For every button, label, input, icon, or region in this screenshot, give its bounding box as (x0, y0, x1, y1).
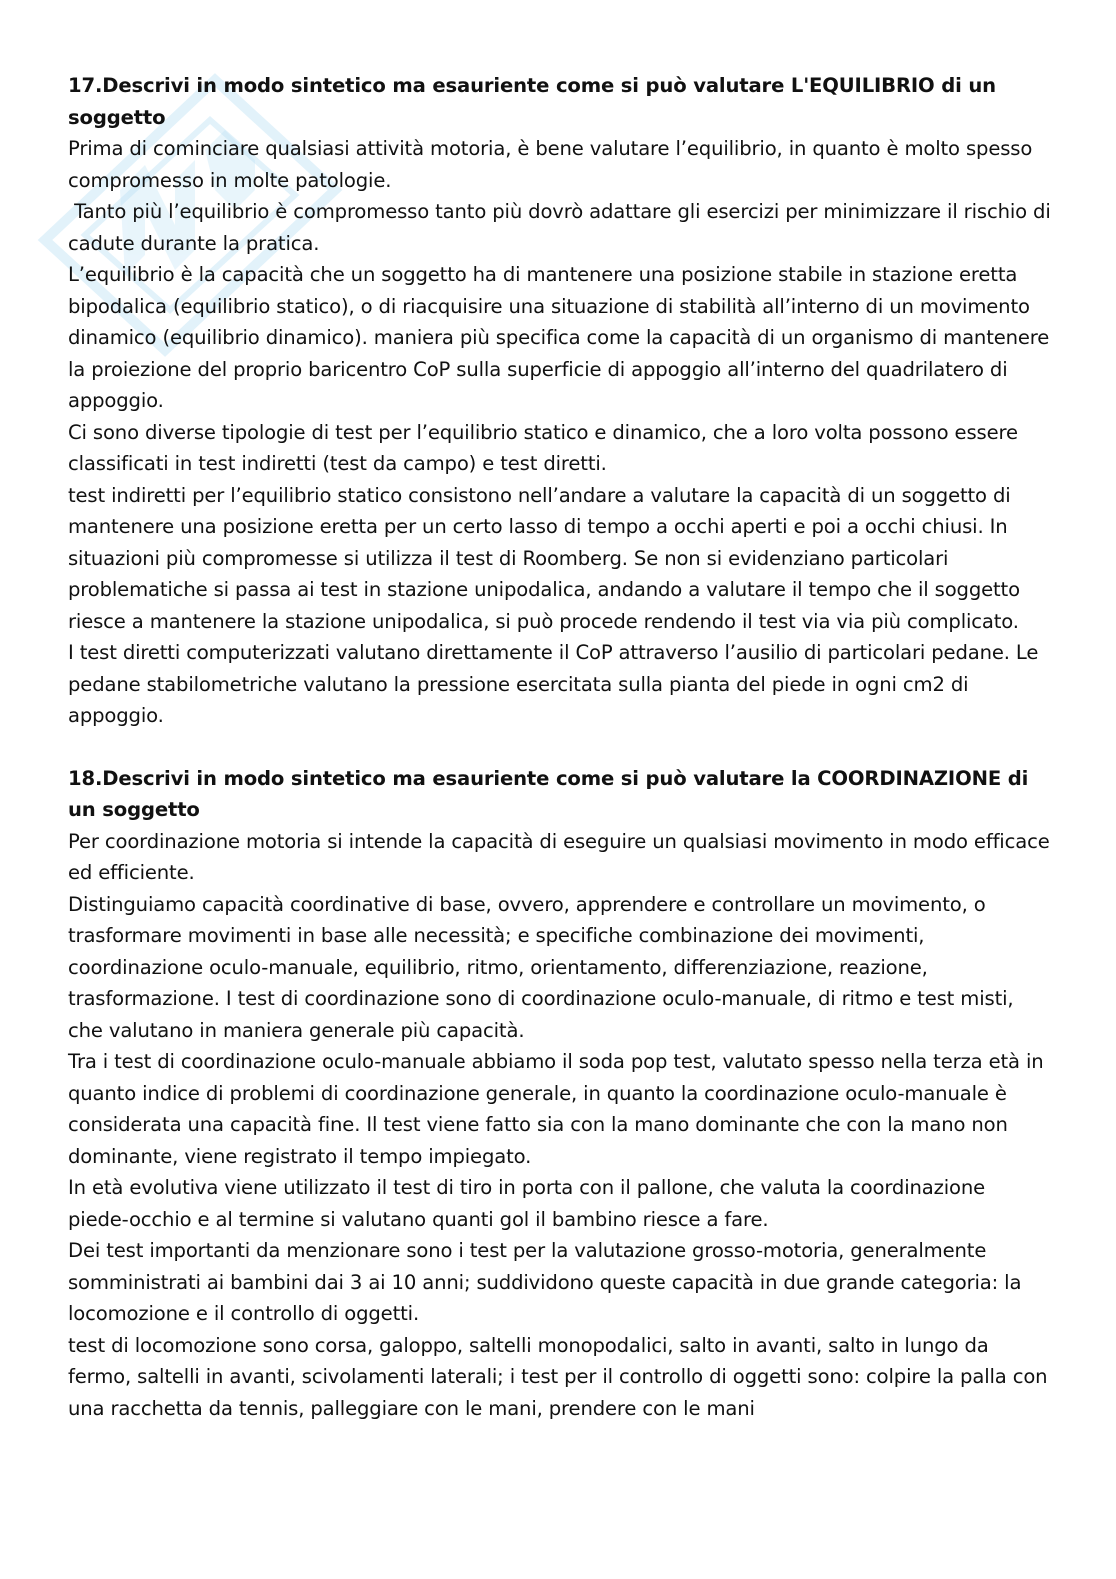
question-18-paragraph-6: test di locomozione sono corsa, galoppo, saltelli monopodalici, salto in avanti, salto in lungo da fermo, saltelli in avanti, scivolamenti laterali; i test per il controllo di oggetti sono: colpire la palla con una racchetta da tennis, palleggiare con le mani, prendere con le mani (68, 1333, 1048, 1420)
question-17-paragraph-6: I test diretti computerizzati valutano direttamente il CoP attraverso l’ausilio di particolari pedane. Le pedane stabilometriche valutano la pressione esercitata sulla pianta del piede in ogni cm2 di appoggio. (68, 641, 1039, 727)
question-18-title: 18.Descrivi in modo sintetico ma esauriente come si può valutare la COORDINAZIONE di un soggetto (68, 766, 1029, 821)
question-18-paragraph-4: In età evolutiva viene utilizzato il test di tiro in porta con il pallone, che valuta la coordinazione piede-occhio e al termine si valutano quanti gol il bambino riesce a fare. (68, 1176, 986, 1231)
question-17-paragraph-5: test indiretti per l’equilibrio statico consistono nell’andare a valutare la capacità di un soggetto di mantenere una posizione eretta per un certo lasso di tempo a occhi aperti e poi a occhi chiusi. In situazioni più compromesse si utilizza il test di Roomberg. Se non si evidenziano particolari problematiche si passa ai test in stazione unipodalica, andando a valutare il tempo che il soggetto riesce a mantenere la stazione unipodalica, si può procede rendendo il test via via più complicato. (68, 483, 1020, 633)
question-18-paragraph-5: Dei test importanti da menzionare sono i test per la valutazione grosso-motoria, generalmente somministrati ai bambini dai 3 ai 10 anni; suddividono queste capacità in due grande categoria: la locomozione e il controllo di oggetti. (68, 1239, 1022, 1325)
question-17-paragraph-1: Prima di cominciare qualsiasi attività motoria, è bene valutare l’equilibrio, in quanto è molto spesso compromesso in molte patologie. (68, 137, 1033, 192)
question-18-section (68, 763, 1052, 1425)
question-17-title: 17.Descrivi in modo sintetico ma esauriente come si può valutare L'EQUILIBRIO di un soggetto (68, 74, 996, 129)
question-17-paragraph-3: L’equilibrio è la capacità che un soggetto ha di mantenere una posizione stabile in stazione eretta bipodalica (equilibrio statico), o di riacquisire una situazione di stabilità all’interno di un movimento dinamico (equilibrio dinamico). maniera più specifica come la capacità di un organismo di mantenere la proiezione del proprio baricentro CoP sulla superficie di appoggio all’interno del quadrilatero di appoggio. (68, 263, 1050, 412)
question-17-paragraph-4: Ci sono diverse tipologie di test per l’equilibrio statico e dinamico, che a loro volta possono essere classificati in test indiretti (test da campo) e test diretti. (68, 420, 1018, 475)
question-18-paragraph-3: Tra i test di coordinazione oculo-manuale abbiamo il soda pop test, valutato spesso nella terza età in quanto indice di problemi di coordinazione generale, in quanto la coordinazione oculo-manuale è considerata una capacità fine. Il test viene fatto sia con la mano dominante che con la mano non dominante, viene registrato il tempo impiegato. (68, 1050, 1044, 1168)
question-18-paragraph-2: Distinguiamo capacità coordinative di base, ovvero, apprendere e controllare un movimento, o trasformare movimenti in base alle necessità; e specifiche combinazione dei movimenti, coordinazione oculo-manuale, equilibrio, ritmo, orientamento, differenziazione, reazione, trasformazione. I test di coordinazione sono di coordinazione oculo-manuale, di ritmo e test misti, che valutano in maniera generale più capacità. (68, 892, 1014, 1042)
question-17-section (68, 70, 1057, 732)
document-page (68, 70, 1057, 1424)
question-18-paragraph-1: Per coordinazione motoria si intende la capacità di eseguire un qualsiasi movimento in modo efficace ed efficiente. (68, 829, 1050, 884)
question-17-paragraph-2: Tanto più l’equilibrio è compromesso tanto più dovrò adattare gli esercizi per minimizzare il rischio di cadute durante la pratica. (68, 200, 1057, 255)
